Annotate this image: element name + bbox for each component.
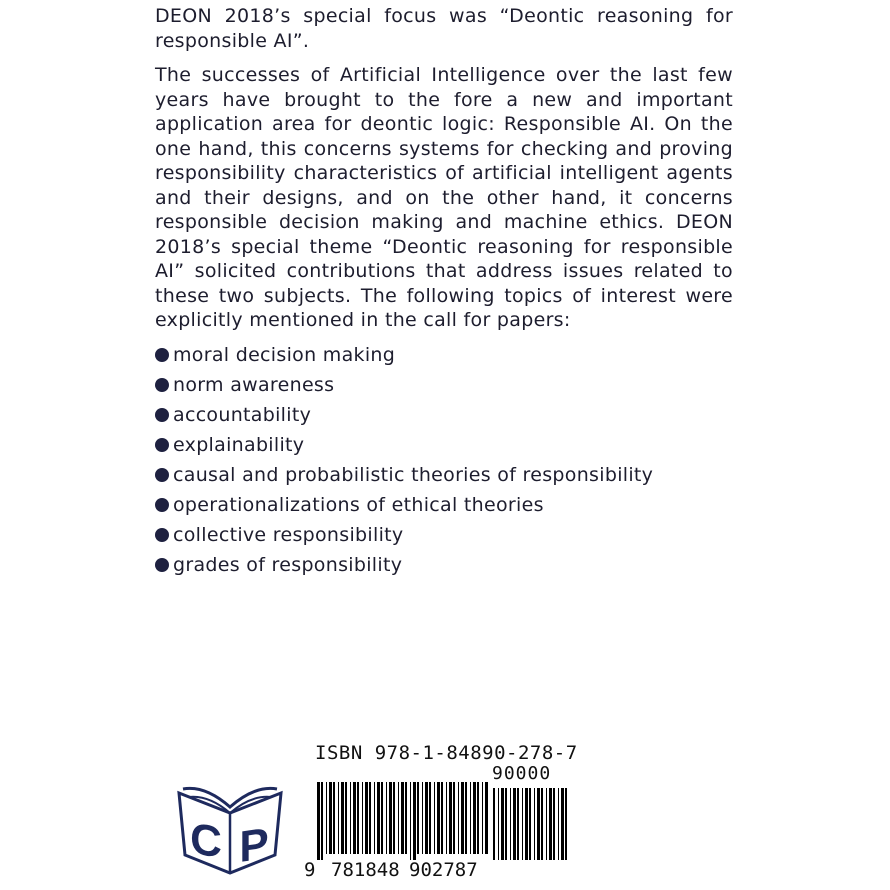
isbn-barcode (304, 742, 578, 882)
barcode-bar (541, 788, 543, 860)
barcode-bar (326, 782, 327, 854)
body-paragraph: The successes of Artificial Intelligence over the last few years have brought to the fore a new and important application area for deontic logic: Responsible AI. On the one hand, this concerns systems for checking and proving responsibility characteristics of artificial intelligent agents and their designs, and on the other hand, it concerns responsible decision making and machine ethics. DEON 2018’s special theme “Deontic reasoning for responsible AI” solicited contributions that address issues related to these two subjects. The following topics of interest were explicitly mentioned in the call for papers: (155, 64, 733, 331)
barcode-bar (374, 782, 375, 854)
barcode-bar (546, 788, 547, 860)
barcode-bar (350, 782, 351, 854)
barcode-bar (317, 782, 320, 860)
barcode-bar (501, 788, 504, 860)
barcode-bar (405, 782, 407, 854)
barcode-bar (413, 782, 416, 860)
barcode-bar (558, 788, 559, 860)
barcode-bar (425, 782, 428, 854)
list-item: operationalizations of ethical theories (155, 493, 733, 518)
barcode-bar (369, 782, 371, 854)
isbn-label: ISBN 978-1-84890-278-7 (315, 742, 578, 764)
barcode-bar (353, 782, 356, 854)
barcode-bar (398, 782, 399, 854)
barcode-bar (525, 788, 528, 860)
barcode-bar (549, 788, 552, 860)
ean-left-digits: 781848 (331, 859, 400, 881)
barcode-bar (470, 782, 471, 854)
barcode-bar (365, 782, 368, 854)
barcode-bar (517, 788, 519, 860)
barcode-bar (321, 782, 323, 860)
barcode-bar (461, 782, 464, 854)
list-item: moral decision making (155, 343, 733, 368)
barcode-bar (437, 782, 440, 854)
barcode-bar (458, 782, 459, 854)
barcode-bar (513, 788, 516, 860)
barcode-bar (537, 788, 540, 860)
barcode-bar (357, 782, 359, 854)
barcode-bar (446, 782, 447, 854)
barcode-bar (498, 788, 499, 860)
barcode-bar (401, 782, 404, 854)
list-item: collective responsibility (155, 523, 733, 548)
bullet-icon (155, 378, 169, 392)
barcode-bar (434, 782, 435, 854)
bullet-icon (155, 348, 169, 362)
publisher-logo-icon (175, 783, 285, 875)
price-code: 90000 (492, 763, 552, 784)
bullet-icon (155, 558, 169, 572)
barcode-bar (505, 788, 507, 860)
bullet-icon (155, 468, 169, 482)
barcode-bar (510, 788, 511, 860)
barcode-bar (338, 782, 339, 854)
barcode-bar (465, 782, 467, 854)
barcode-bar (534, 788, 535, 860)
barcode-bar (341, 782, 344, 854)
bullet-icon (155, 438, 169, 452)
barcode-bar (377, 782, 380, 854)
bullet-icon (155, 498, 169, 512)
barcode-bar (389, 782, 392, 854)
barcode-bars (305, 782, 575, 860)
logo-letter-p: P (239, 819, 269, 872)
barcode-bar (493, 788, 495, 860)
barcode-bar (345, 782, 347, 854)
logo-letter-c: C (190, 814, 222, 868)
list-item: norm awareness (155, 373, 733, 398)
list-item: grades of responsibility (155, 553, 733, 578)
barcode-bar (565, 788, 567, 860)
barcode-bar (485, 782, 488, 854)
list-item: accountability (155, 403, 733, 428)
ean-lead-digit: 9 (304, 859, 316, 881)
barcode-bar (422, 782, 423, 854)
barcode-bar (410, 782, 411, 860)
barcode-bar (362, 782, 363, 854)
bullet-icon (155, 528, 169, 542)
intro-paragraph: DEON 2018’s special focus was “Deontic reasoning for responsible AI”. (155, 5, 733, 52)
barcode-bar (449, 782, 452, 854)
barcode-bar (329, 782, 332, 854)
ean-right-digits: 902787 (409, 859, 478, 881)
bullet-icon (155, 408, 169, 422)
barcode-bar (453, 782, 455, 854)
barcode-bar (473, 782, 476, 854)
barcode-bar (393, 782, 395, 854)
list-item: causal and probabilistic theories of responsibility (155, 463, 733, 488)
barcode-bar (553, 788, 555, 860)
barcode-bar (386, 782, 387, 854)
blurb-text (155, 4, 733, 583)
barcode-bar (429, 782, 431, 854)
barcode-bar (561, 788, 564, 860)
barcode-bar (522, 788, 523, 860)
barcode-bar (441, 782, 443, 854)
barcode-bar (482, 782, 483, 854)
barcode-bar (333, 782, 335, 854)
barcode-bar (381, 782, 383, 854)
barcode-bar (417, 782, 419, 854)
barcode-bar (477, 782, 479, 854)
list-item: explainability (155, 433, 733, 458)
barcode-bar (529, 788, 531, 860)
topics-list (155, 343, 733, 578)
